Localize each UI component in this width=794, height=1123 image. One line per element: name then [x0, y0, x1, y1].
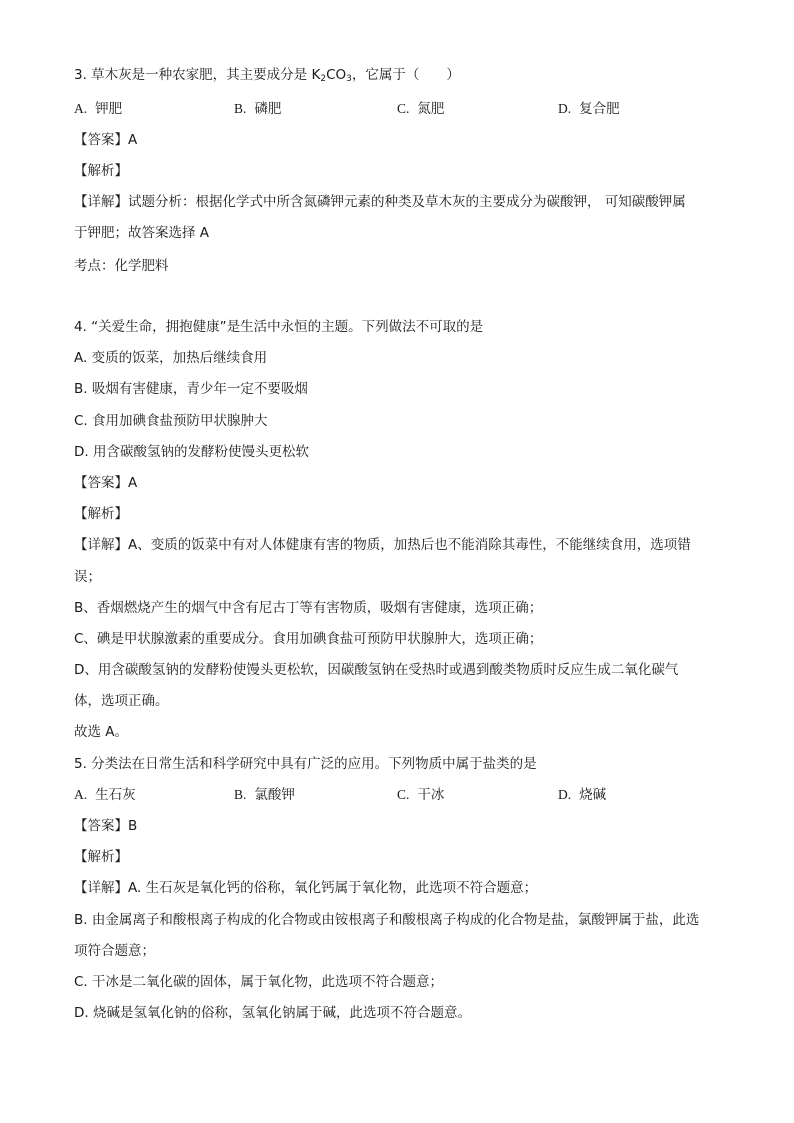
option-text: 氯酸钾 [254, 787, 295, 803]
option-text: 磷肥 [254, 101, 282, 117]
q3-subscript-2: 3 [346, 74, 352, 84]
q4-option-a: A. 变质的饭菜，加热后继续食用 [74, 350, 268, 366]
q4-detail-line-6: 体，选项正确。 [74, 693, 169, 709]
q3-analysis-heading: 【解析】 [74, 163, 128, 179]
q4-option-b: B. 吸烟有害健康，青少年一定不要吸烟 [74, 381, 308, 397]
q3-stem-mid: CO [326, 67, 347, 83]
q4-detail-line-2: 误； [74, 569, 101, 585]
q3-option-c [397, 100, 444, 118]
q4-detail-line-1: 【详解】A、变质的饭菜中有对人体健康有害的物质，加热后也不能消除其毒性，不能继续食用，选项错 [74, 537, 691, 553]
option-label: A. [74, 101, 88, 116]
q4-analysis-heading: 【解析】 [74, 506, 128, 522]
option-label: D. [558, 101, 572, 116]
q3-stem [74, 66, 460, 88]
option-text: 干冰 [417, 787, 445, 803]
q5-option-c [397, 786, 444, 804]
q3-stem-text: 3. 草木灰是一种农家肥，其主要成分是 K [74, 67, 321, 83]
option-text: 生石灰 [95, 787, 136, 803]
option-text: 氮肥 [417, 101, 445, 117]
q5-detail-line-1: 【详解】A. 生石灰是氧化钙的俗称，氧化钙属于氧化物，此选项不符合题意； [74, 880, 538, 896]
q3-detail-line-1: 【详解】试题分析：根据化学式中所含氮磷钾元素的种类及草木灰的主要成分为碳酸钾， 可知碳酸钾属 [74, 194, 686, 210]
q3-detail-line-2: 于钾肥；故答案选择 A [74, 225, 210, 241]
q3-option-a [74, 100, 122, 118]
q3-stem-suffix: ，它属于（ ） [351, 67, 460, 83]
q3-option-b [234, 100, 281, 118]
q4-detail-line-4: C、碘是甲状腺激素的重要成分。食用加碘食盐可预防甲状腺肿大，选项正确； [74, 631, 543, 647]
q5-detail-line-3: 项符合题意； [74, 943, 155, 959]
q5-detail-line-4: C. 干冰是二氧化碳的固体，属于氧化物，此选项不符合题意； [74, 974, 444, 990]
option-text: 钾肥 [95, 101, 123, 117]
q5-stem: 5. 分类法在日常生活和科学研究中具有广泛的应用。下列物质中属于盐类的是 [74, 756, 537, 772]
q4-detail-line-3: B、香烟燃烧产生的烟气中含有尼古丁等有害物质，吸烟有害健康，选项正确； [74, 600, 543, 616]
option-label: B. [234, 787, 247, 802]
q3-knowledge-point: 考点：化学肥料 [74, 258, 169, 274]
option-text: 烧碱 [579, 787, 607, 803]
option-label: C. [397, 787, 410, 802]
q3-subscript-1: 2 [320, 74, 327, 84]
q5-option-b [234, 786, 295, 804]
q3-option-d [558, 100, 620, 118]
q5-analysis-heading: 【解析】 [74, 849, 128, 865]
option-label: B. [234, 101, 247, 116]
option-label: A. [74, 787, 88, 802]
q5-option-a [74, 786, 136, 804]
q4-answer: 【答案】A [74, 475, 138, 491]
option-text: 复合肥 [579, 101, 620, 117]
q3-answer: 【答案】A [74, 132, 138, 148]
q5-answer: 【答案】B [74, 818, 138, 834]
q4-stem: 4. “关爱生命，拥抱健康”是生活中永恒的主题。下列做法不可取的是 [74, 319, 484, 335]
option-label: C. [397, 101, 410, 116]
q4-option-d: D. 用含碳酸氢钠的发酵粉使馒头更松软 [74, 444, 309, 460]
q4-detail-line-5: D、用含碳酸氢钠的发酵粉使馒头更松软，因碳酸氢钠在受热时或遇到酸类物质时反应生成二氧化碳气 [74, 662, 679, 678]
option-label: D. [558, 787, 572, 802]
q5-detail-line-5: D. 烧碱是氢氧化钠的俗称，氢氧化钠属于碱，此选项不符合题意。 [74, 1005, 471, 1021]
q4-conclusion: 故选 A。 [74, 724, 129, 740]
q4-option-c: C. 食用加碘食盐预防甲状腺肿大 [74, 413, 268, 429]
q5-detail-line-2: B. 由金属离子和酸根离子构成的化合物或由铵根离子和酸根离子构成的化合物是盐，氯酸钾属于盐，此选 [74, 912, 700, 928]
q5-option-d [558, 786, 606, 804]
